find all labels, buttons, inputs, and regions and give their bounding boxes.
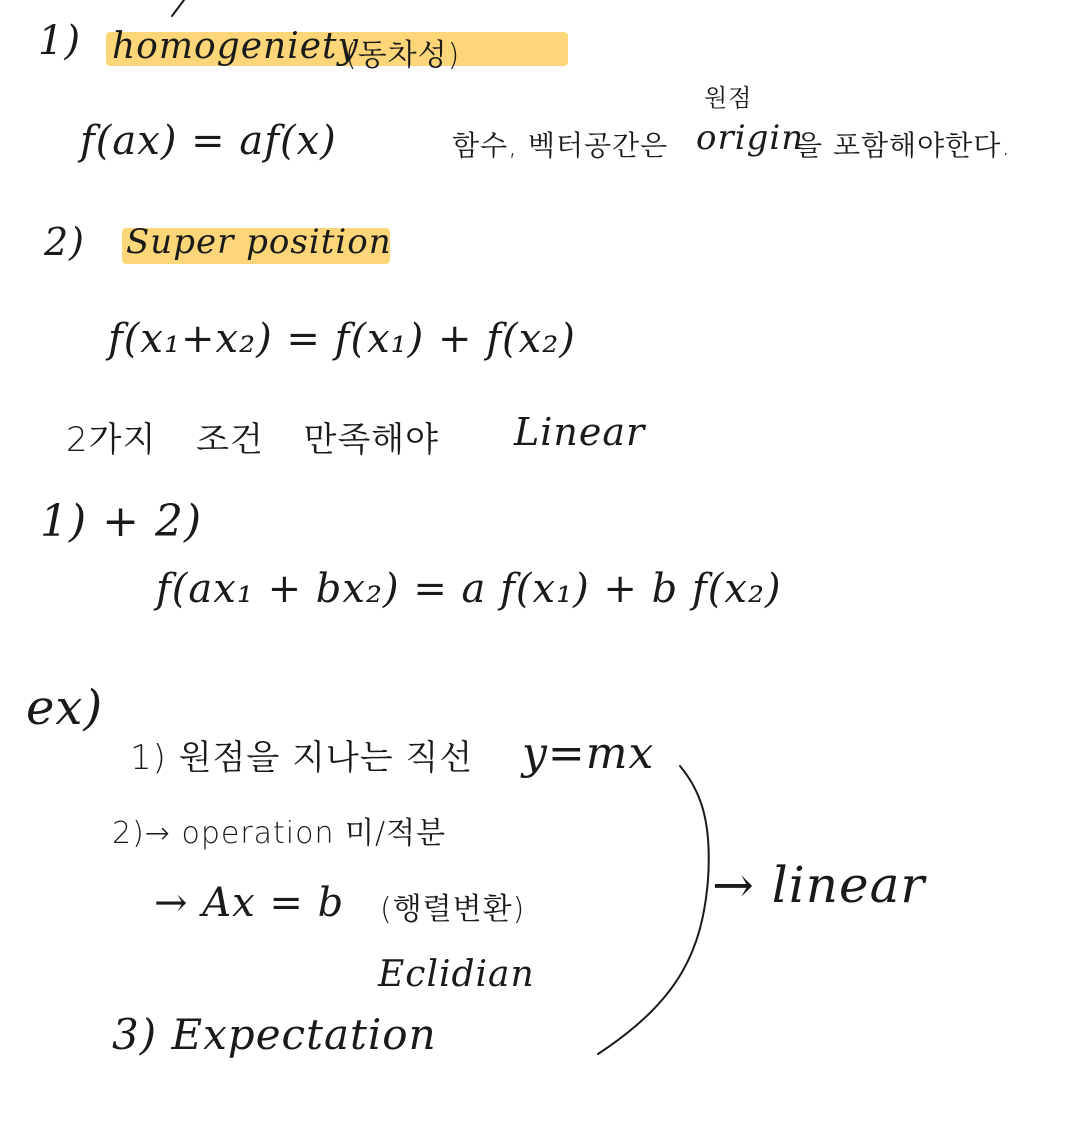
section2-formula: f(x₁+x₂) = f(x₁) + f(x₂) <box>108 316 576 362</box>
example-arrow-result: → linear <box>712 856 926 914</box>
section1-note-word: origin <box>696 118 805 158</box>
example-item2-sub-note: (행렬변환) <box>380 892 526 927</box>
conclusion-text: 2가지 조건 만족해야 <box>66 420 439 460</box>
example-item2: 2)→ operation 미/적분 <box>112 816 447 851</box>
section1-title: homogeniety <box>112 26 359 67</box>
combined-label: 1) + 2) <box>40 496 203 547</box>
section2-title: Super position <box>126 222 392 262</box>
examples-label: ex) <box>26 680 104 736</box>
example-item2-sub2: Eclidian <box>378 954 535 995</box>
combined-formula: f(ax₁ + bx₂) = a f(x₁) + b f(x₂) <box>156 566 782 612</box>
section1-note-annotation: 원점 <box>704 84 753 112</box>
example-item1: 1) 원점을 지나는 직선 <box>130 738 474 778</box>
example-item3: 3) Expectation <box>112 1010 437 1059</box>
section1-number: 1) <box>38 18 82 64</box>
section1-note-suffix: 을 포함해야한다. <box>795 129 1012 162</box>
example-bracket <box>598 766 709 1054</box>
conclusion-word: Linear <box>514 410 646 454</box>
example-item1-formula: y=mx <box>522 728 655 779</box>
example-item2-sub: → Ax = b <box>154 880 345 926</box>
section1-note-prefix: 함수, 벡터공간은 <box>452 129 669 162</box>
section1-title-korean: (동차성) <box>345 38 461 73</box>
section2-number: 2) <box>44 220 86 264</box>
section1-formula: f(ax) = af(x) <box>80 118 337 164</box>
